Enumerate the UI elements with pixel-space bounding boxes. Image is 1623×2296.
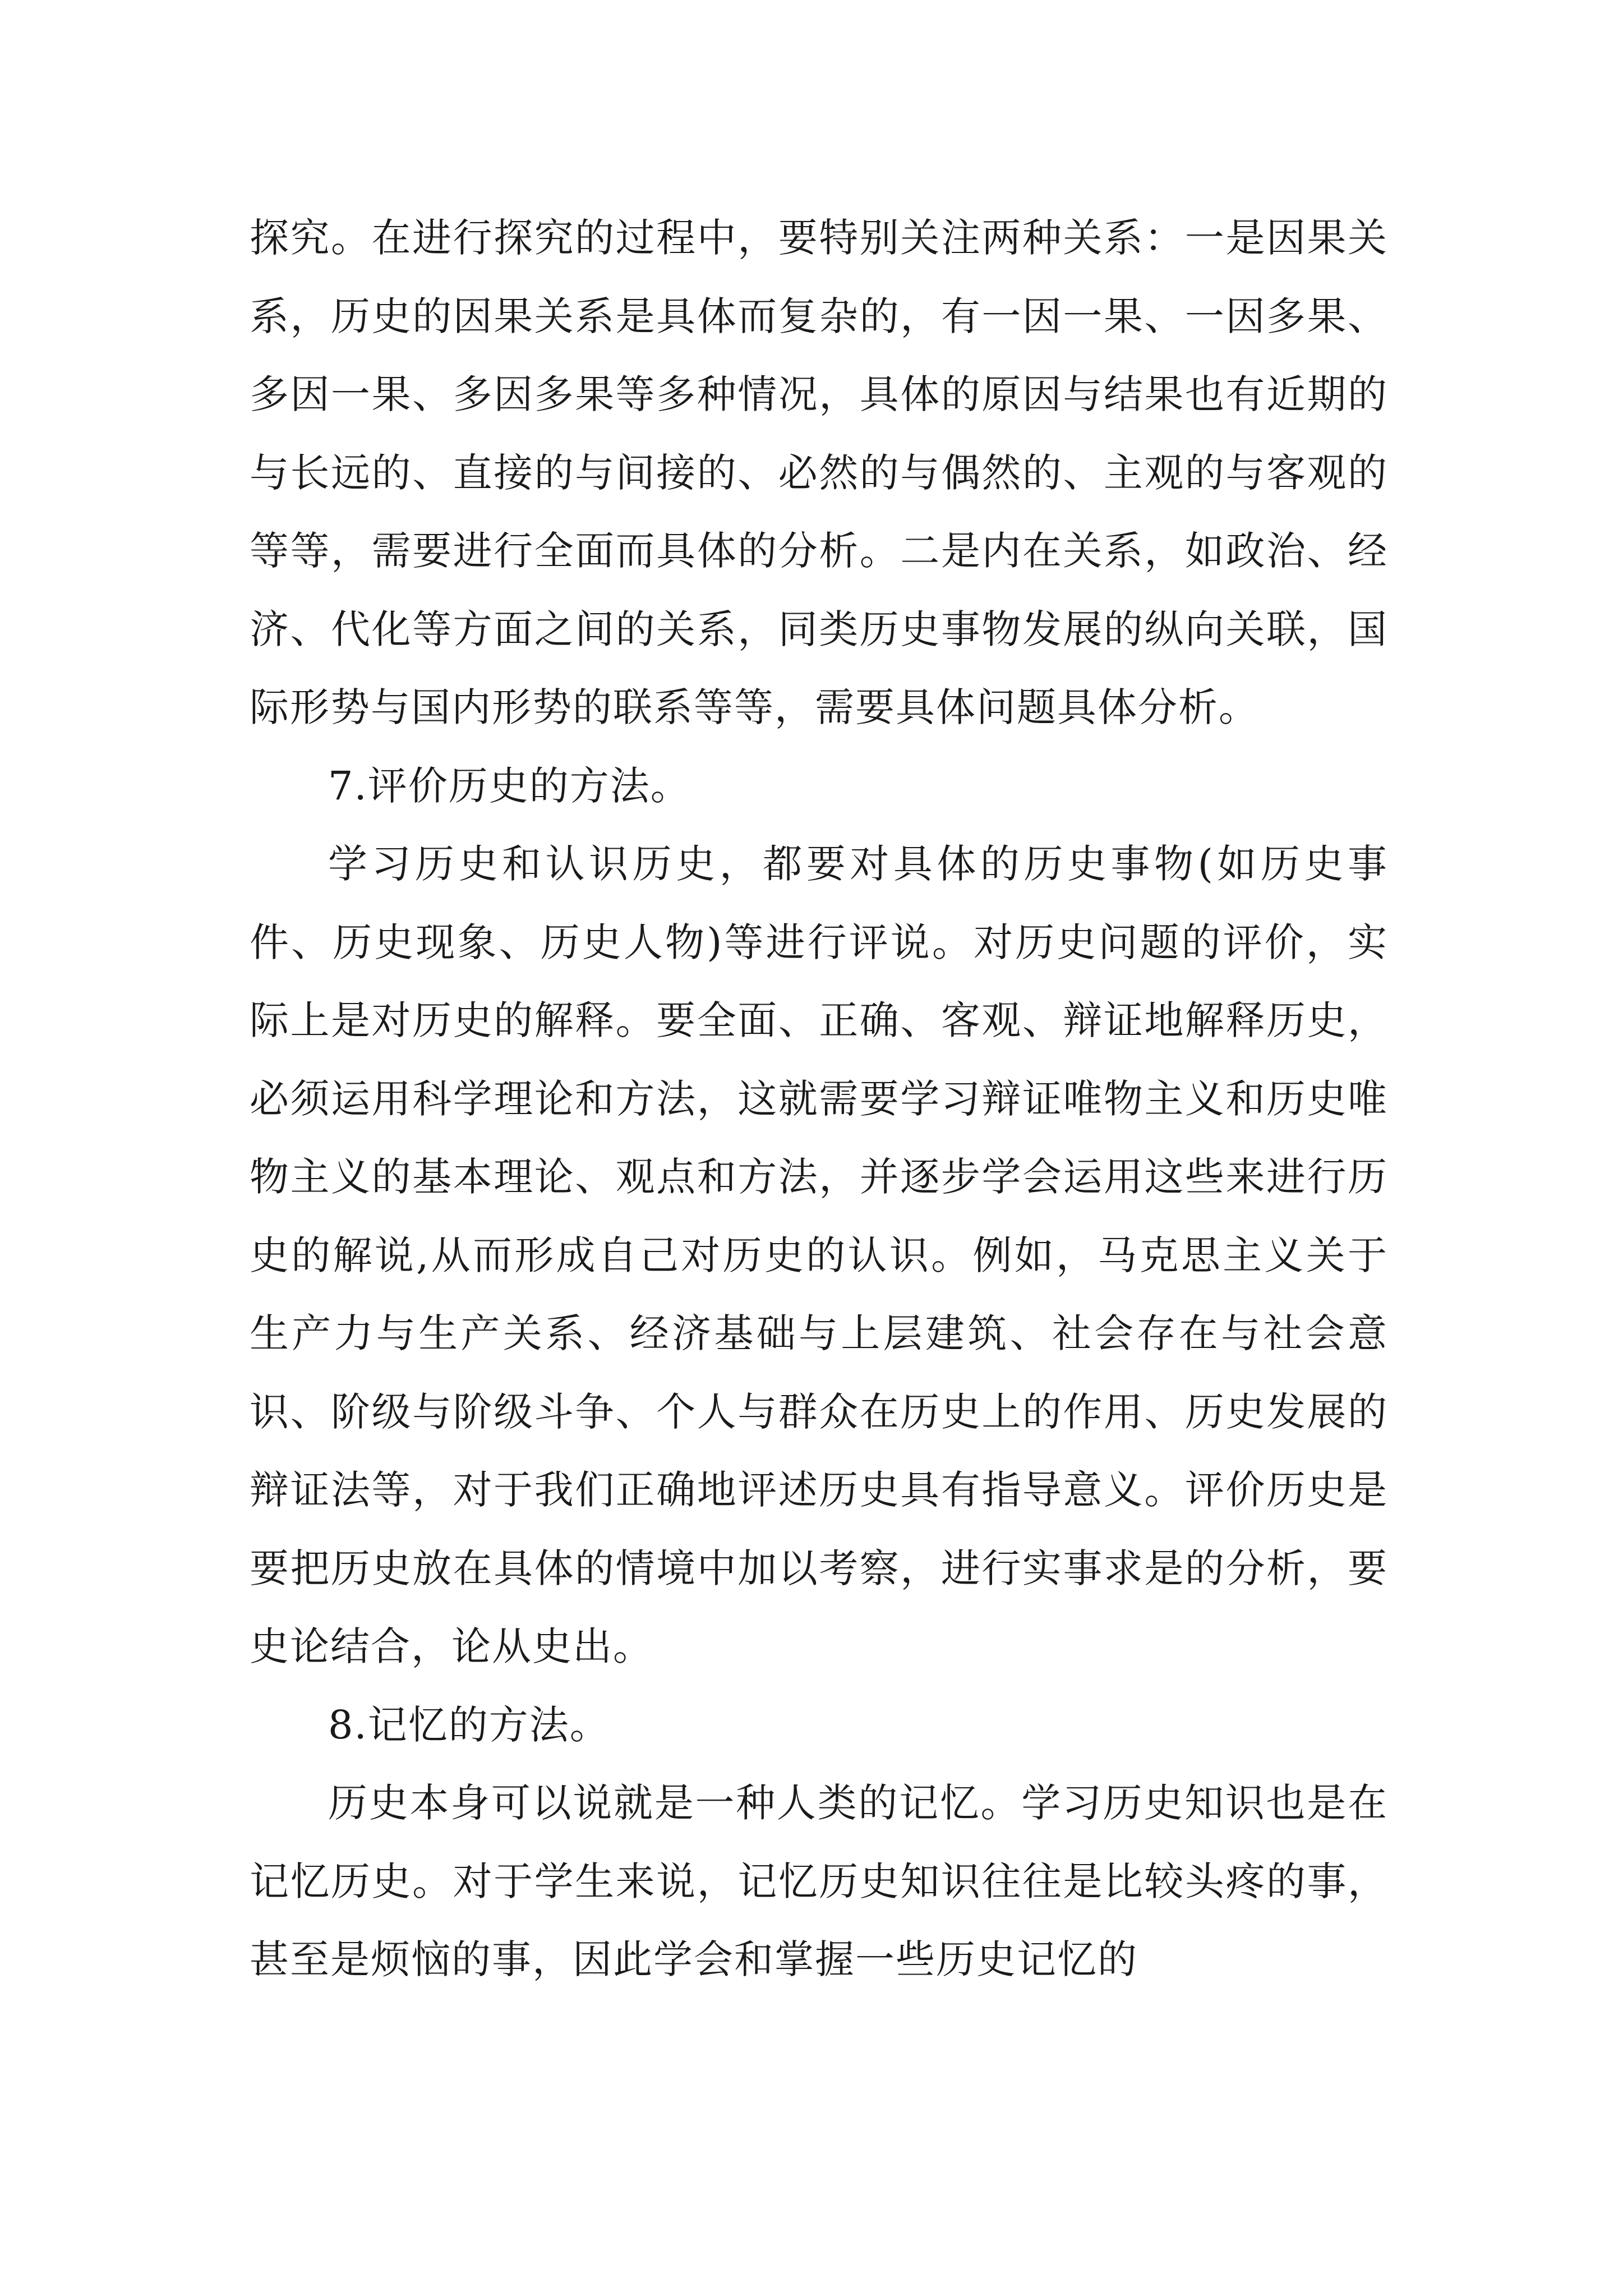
heading-evaluation-method: 7.评价历史的方法。 (328, 762, 691, 809)
paragraph-causality: 探究。在进行探究的过程中，要特别关注两种关系：一是因果关系，历史的因果关系是具体而复杂的，有一因一果、一因多果、多因一果、多因多果等多种情况，具体的原因与结果也有近期的与长远的、直接的与间接的、必然的与偶然的、主观的与客观的等等，需要进行全面而具体的分析。二是内在关系，如政治、经济、代化等方面之间的关系，同类历史事物发展的纵向关联，国际形势与国内形势的联系等等，需要具体问题具体分析。 (250, 215, 1388, 730)
paragraph-evaluation: 学习历史和认识历史，都要对具体的历史事物(如历史事件、历史现象、历史人物)等进行评说。对历史问题的评价，实际上是对历史的解释。要全面、正确、客观、辩证地解释历史，必须运用科学理论和方法，这就需要学习辩证唯物主义和历史唯物主义的基本理论、观点和方法，并逐步学会运用这些来进行历史的解说,从而形成自己对历史的认识。例如，马克思主义关于生产力与生产关系、经济基础与上层建筑、社会存在与社会意识、阶级与阶级斗争、个人与群众在历史上的作用、历史发展的辩证法等，对于我们正确地评述历史具有指导意义。评价历史是要把历史放在具体的情境中加以考察，进行实事求是的分析，要史论结合，论从史出。 (250, 841, 1388, 1669)
heading-memory-method: 8.记忆的方法。 (328, 1701, 610, 1748)
paragraph-memory: 历史本身可以说就是一种人类的记忆。学习历史知识也是在记忆历史。对于学生来说，记忆历史知识往往是比较头疼的事，甚至是烦恼的事，因此学会和掌握一些历史记忆的 (250, 1780, 1388, 1982)
body-text (250, 199, 1388, 1999)
